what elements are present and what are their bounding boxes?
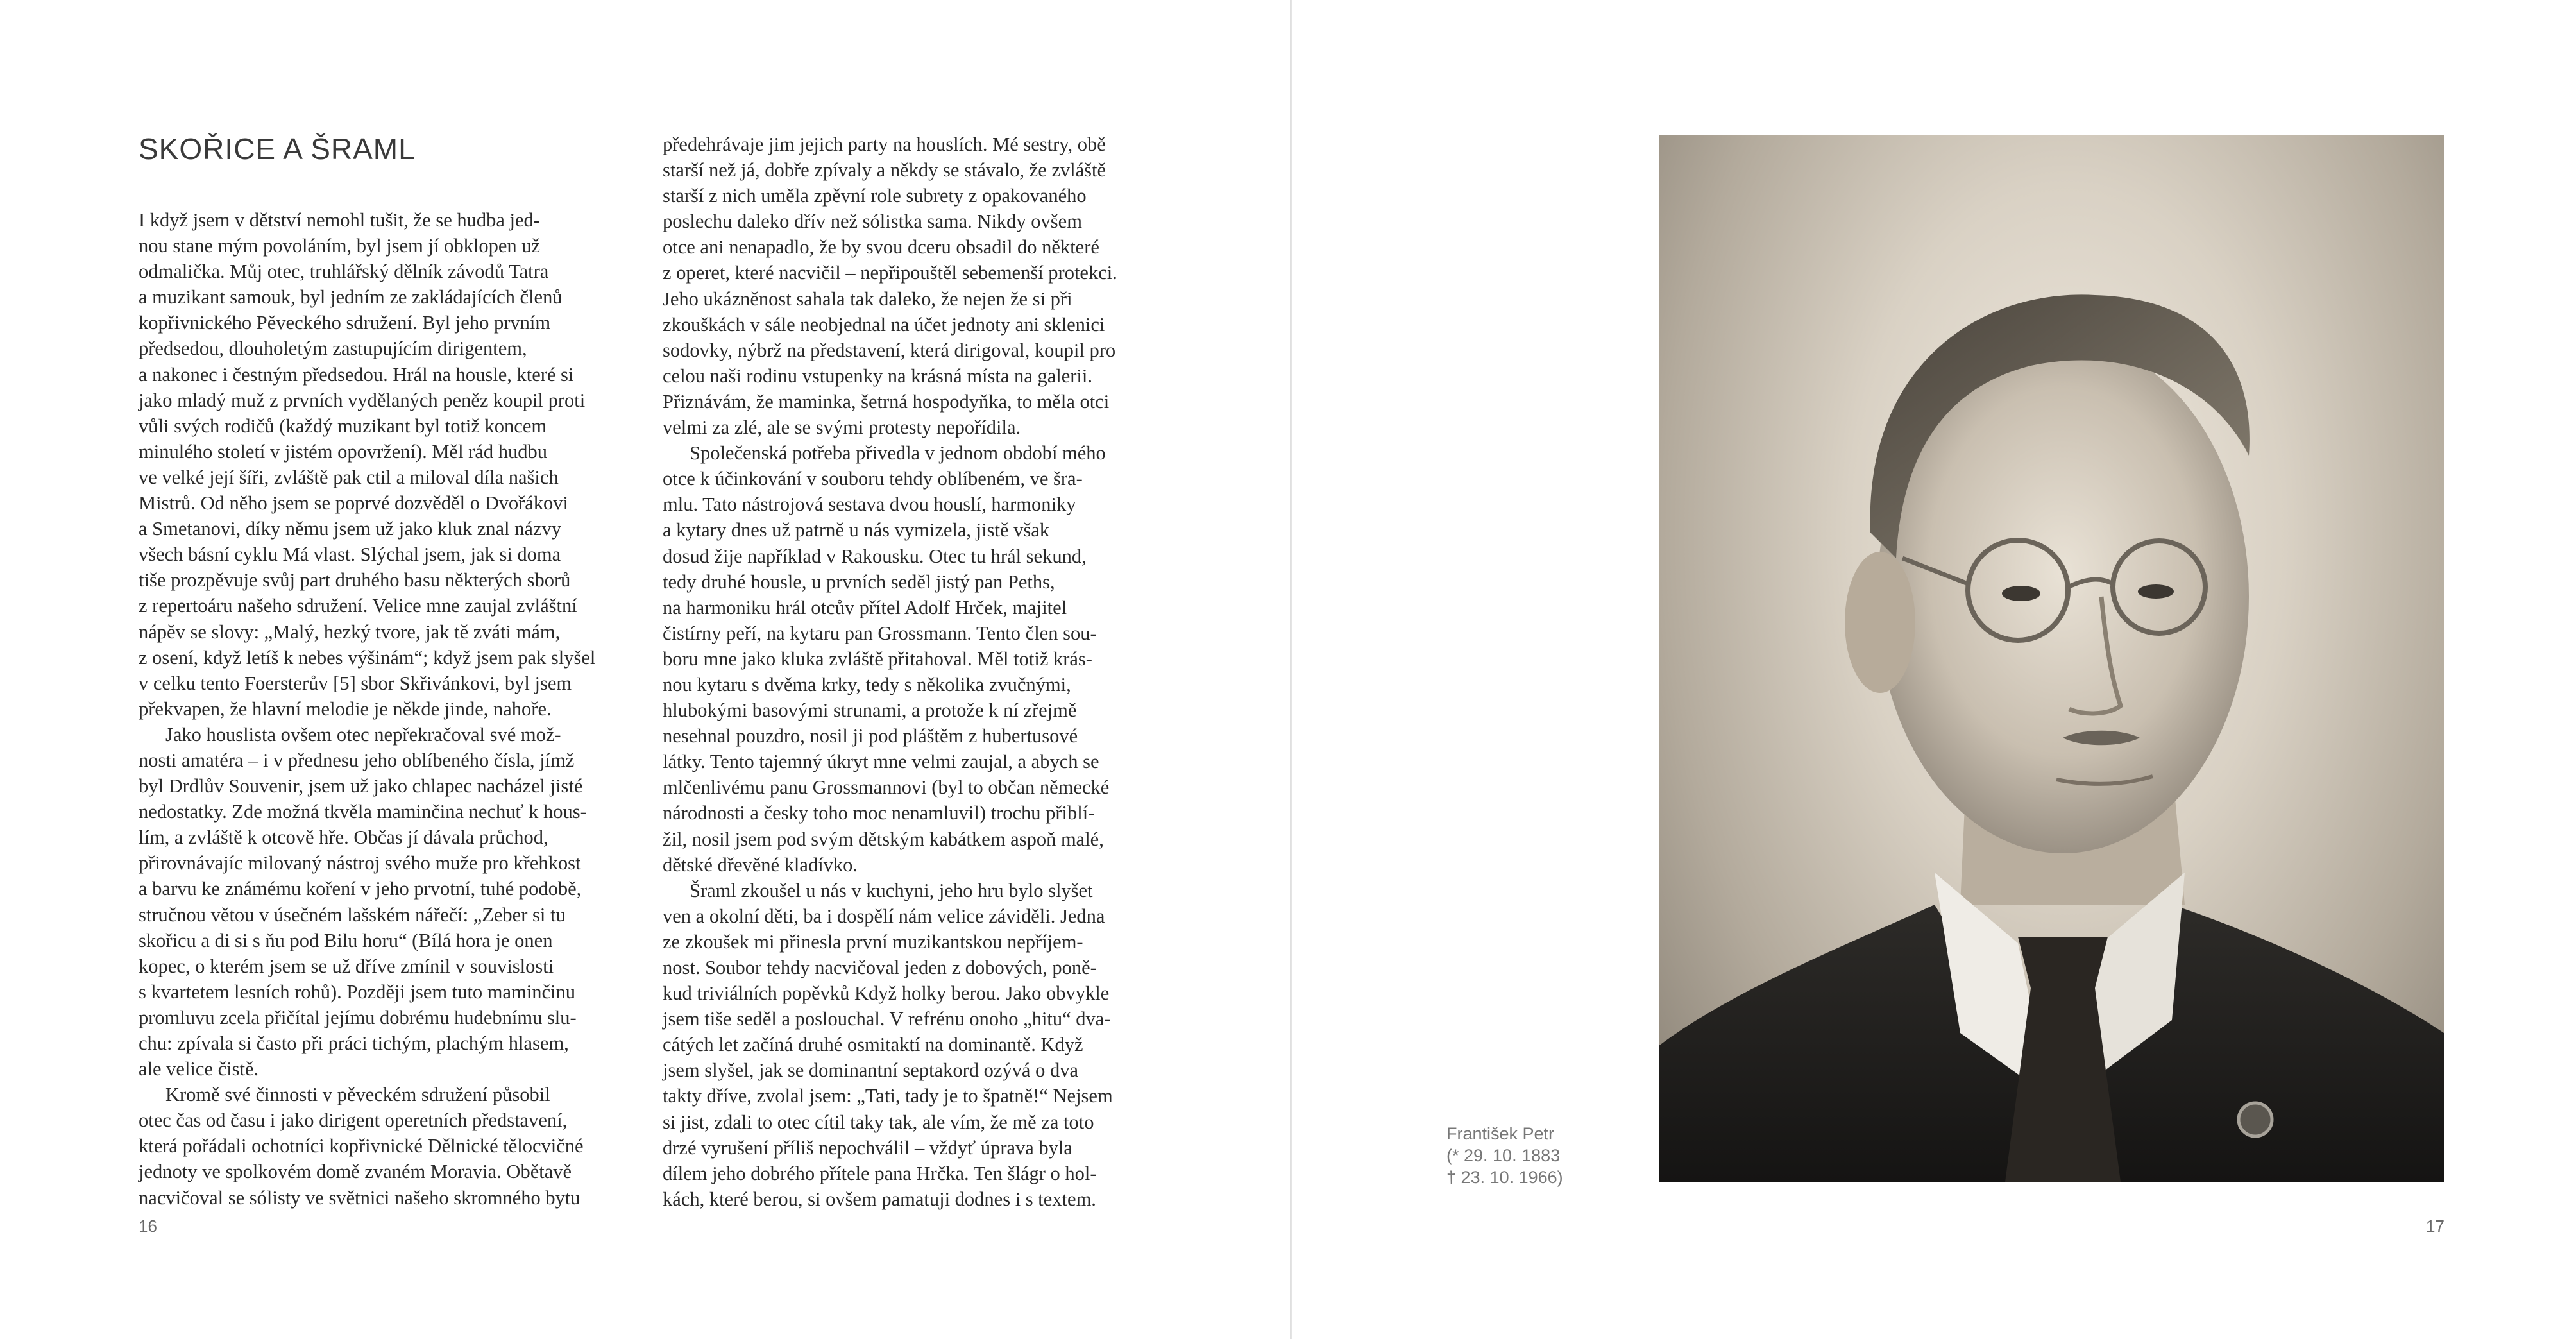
left_page-text-line: nosti amatéra – i v přednesu jeho oblíbeného čísla, jímž (139, 749, 575, 771)
middle_column-text-line: Společenská potřeba přivedla v jednom období mého (690, 442, 1106, 465)
left_page-text-line: a Smetanovi, díky němu jsem už jako kluk znal názvy (139, 518, 561, 540)
middle_column-text-line: cátých let začíná druhé osmitaktí na dominantě. Když (663, 1034, 1083, 1056)
left_page-text-line: I když jsem v dětství nemohl tušit, že se hudba jed- (139, 209, 540, 231)
middle_column-text-line: si jist, zdali to otec cítil taky tak, ale vím, že mě za toto (663, 1111, 1094, 1133)
left_page-text-line: předsedou, dlouholetým zastupujícím dirigentem, (139, 337, 527, 360)
page-number-left: 16 (139, 1216, 157, 1236)
middle_column-text-line: hlubokými basovými strunami, a protože k ní zřejmě (663, 699, 1077, 722)
left_page-text-line: kopřivnického Pěveckého sdružení. Byl jeho prvním (139, 312, 551, 334)
left_page-text-line: skořicu a di si s ňu pod Bilu horu“ (Bílá hora je onen (139, 929, 553, 951)
middle_column-text-line: ze zkoušek mi přinesla první muzikantskou nepříjem- (663, 930, 1083, 953)
middle_column-text-line: drzé vyrušení příliš nepochválil – vždyť úprava byla (663, 1136, 1072, 1159)
portrait-illustration (1659, 135, 2444, 1182)
left_page-text-line: minulého století v jistém opovržení). Měl rád hudbu (139, 440, 548, 463)
left_page-text-line: a barvu ke známému koření v jeho prvotní, tuhé podobě, (139, 878, 582, 900)
left_page-text-line: jako mladý muž z prvních vydělaných peněz koupil proti (139, 389, 586, 411)
middle_column-text-line: na harmoniku hrál otcův přítel Adolf Hrček, majitel (663, 596, 1067, 618)
left_page-text-line: a muzikant samouk, byl jedním ze zakládajících členů (139, 286, 563, 309)
left_page-text-line: byl Drdlův Souvenir, jsem už jako chlapec nacházel jisté (139, 775, 583, 797)
middle_column-text-line: žil, nosil jsem pod svým dětským kabátkem aspoň malé, (663, 828, 1104, 850)
caption-died: † 23. 10. 1966) (1446, 1168, 1563, 1187)
left_page-text-line: Jako houslista ovšem otec nepřekračoval své mož- (165, 723, 561, 746)
left_page-text-line: nedostatky. Zde možná tkvěla maminčina nechuť k hous- (139, 801, 587, 823)
left_page-text-line: promluvu zcela přičítal jejímu dobrému hudebnímu slu- (139, 1006, 577, 1028)
left_page-text-line: stručnou větou v úsečném lašském nářečí: „Zeber si tu (139, 903, 566, 926)
left_page-text-line: Mistrů. Od něho jsem se poprvé dozvěděl o Dvořákovi (139, 492, 569, 515)
left_page-text-line: chu: zpívala si často při práci tichým, plachým hlasem, (139, 1032, 569, 1054)
left_page-text-line: vůli svých rodičů (každý muzikant byl totiž koncem (139, 414, 547, 437)
middle_column-text-line: předehrávaje jim jejich party na houslích. Mé sestry, obě (663, 133, 1106, 155)
left-text-column (139, 207, 613, 1211)
middle-text-column (663, 132, 1139, 1212)
middle_column-text-line: otce ani nenapadlo, že by svou dceru obsadil do některé (663, 236, 1099, 259)
middle_column-text-line: národnosti a česky toho moc nenamluvil) trochu přiblí- (663, 802, 1095, 824)
middle_column-text-line: starší než já, dobře zpívaly a někdy se stávalo, že zvláště (663, 159, 1106, 182)
middle_column-text-line: takty dříve, zvolal jsem: „Tati, tady je to špatně!“ Nejsem (663, 1085, 1113, 1107)
left_page-text-line: z osení, když letíš k nebes výšinám“; když jsem pak slyšel (139, 646, 596, 669)
middle_column-text-line: poslechu daleko dřív než sólistka sama. Nikdy ovšem (663, 210, 1082, 233)
left_page-text-line: s kvartetem lesních rohů). Později jsem tuto maminčinu (139, 980, 576, 1003)
middle_column-text-line: čistírny peří, na kytaru pan Grossmann. Tento člen sou- (663, 622, 1097, 644)
left_page-text-line: která pořádali ochotníci kopřivnické Dělnické tělocvičné (139, 1135, 584, 1157)
middle_column-text-line: boru mne jako kluka zvláště přitahoval. Měl totiž krás- (663, 647, 1092, 670)
left_page-text-line: Kromě své činnosti v pěveckém sdružení působil (165, 1084, 550, 1106)
middle_column-text-line: tedy druhé housle, u prvních seděl jistý pan Peths, (663, 570, 1055, 593)
middle_column-text-line: Přiznávám, že maminka, šetrná hospodyňka, to měla otci (663, 390, 1110, 413)
middle_column-text-line: dosud žije například v Rakousku. Otec tu hrál sekund, (663, 545, 1087, 567)
left_page-text-line: v celku tento Foersterův [5] sbor Skřivánkovi, byl jsem (139, 672, 572, 694)
middle_column-text-line: látky. Tento tajemný úkryt mne velmi zaujal, a abych se (663, 751, 1099, 773)
middle_column-text-line: kud triviálních popěvků Když holky berou. Jako obvykle (663, 982, 1110, 1005)
middle_column-text-line: nou kytaru s dvěma krky, tedy s několika zvučnými, (663, 673, 1071, 695)
middle_column-text-line: velmi za zlé, ale se svými protesty nepořídila. (663, 416, 1021, 439)
middle_column-text-line: zkouškách v sále neobjednal na účet jednoty ani sklenici (663, 313, 1105, 336)
left_page-text-line: přirovnávajíc milovaný nástroj svého muže pro křehkost (139, 852, 581, 874)
left_page-text-line: všech básní cyklu Má vlast. Slýchal jsem, jak si doma (139, 543, 561, 566)
left_page-text-line: odmalička. Můj otec, truhlářský dělník závodů Tatra (139, 260, 549, 283)
middle_column-text-line: dílem jeho dobrého přítele pana Hrčka. Ten šlágr o hol- (663, 1162, 1097, 1184)
left_page-text-line: otec čas od času i jako dirigent operetních představení, (139, 1109, 568, 1132)
left_page-text-line: nacvičoval se sólisty ve světnici našeho skromného bytu (139, 1186, 580, 1209)
left_page-text-line: a nakonec i čestným předsedou. Hrál na housle, které si (139, 363, 574, 386)
left_page-text-line: nou stane mým povoláním, byl jsem jí obklopen už (139, 235, 541, 257)
middle_column-text-line: a kytary dnes už patrně u nás vymizela, jistě však (663, 519, 1050, 542)
middle_column-text-line: kách, které berou, si ovšem pamatuji dodnes i s textem. (663, 1188, 1096, 1210)
left_page-text-line: nápěv se slovy: „Malý, hezký tvore, jak tě zváti mám, (139, 620, 561, 643)
caption-name: František Petr (1446, 1124, 1555, 1143)
left_page-text-line: lím, a zvláště k otcově hře. Občas jí dávala průchod, (139, 826, 548, 849)
middle_column-text-line: mlčenlivému panu Grossmannovi (byl to občan německé (663, 776, 1110, 799)
middle_column-text-line: starší z nich uměla zpěvní role subrety z opakovaného (663, 185, 1087, 207)
page-gutter (1290, 0, 1292, 1339)
left_page-text-line: kopec, o kterém jsem se už dříve zmínil v souvislosti (139, 955, 554, 977)
left_page-text-line: jednoty ve spolkovém domě zvaném Moravia. Obětavě (139, 1161, 572, 1183)
chapter-title: SKOŘICE A ŠRAML (139, 132, 416, 166)
caption-born: (* 29. 10. 1883 (1446, 1146, 1561, 1165)
middle_column-text-line: z operet, které nacvičil – nepřipouštěl sebemenší protekci. (663, 262, 1117, 284)
middle_column-text-line: Jeho ukázněnost sahala tak daleko, že nejen že si při (663, 287, 1072, 310)
left_page-text-line: ve velké její šíři, zvláště pak ctil a miloval díla našich (139, 466, 559, 488)
left_page-text-line: tiše prozpěvuje svůj part druhého basu některých sborů (139, 569, 571, 592)
left_page-text-line: z repertoáru našeho sdružení. Velice mne zaujal zvláštní (139, 595, 577, 617)
middle_column-text-line: sodovky, nýbrž na představení, která dirigoval, koupil pro (663, 339, 1116, 361)
page-number-right: 17 (2426, 1216, 2445, 1236)
middle_column-text-line: ven a okolní děti, ba i dospělí nám velice záviděli. Jedna (663, 905, 1105, 927)
portrait-photo (1659, 135, 2444, 1182)
middle_column-text-line: dětské dřevěné kladívko. (663, 853, 858, 876)
middle_column-text-line: mlu. Tato nástrojová sestava dvou houslí, harmoniky (663, 493, 1076, 516)
middle_column-text-line: nesehnal pouzdro, nosil ji pod pláštěm z hubertusové (663, 725, 1078, 747)
middle_column-text-line: Šraml zkoušel u nás v kuchyni, jeho hru bylo slyšet (690, 879, 1093, 901)
middle_column-text-line: jsem slyšel, jak se dominantní septakord ozývá o dva (663, 1059, 1078, 1082)
left_page-text-line: ale velice čistě. (139, 1058, 259, 1080)
photo-caption (1446, 1123, 1563, 1188)
middle_column-text-line: nost. Soubor tehdy nacvičoval jeden z dobových, poně- (663, 957, 1097, 978)
left_page-text-line: překvapen, že hlavní melodie je někde jinde, nahoře. (139, 697, 552, 720)
middle_column-text-line: jsem tiše seděl a poslouchal. V refrénu onoho „hitu“ dva- (663, 1008, 1111, 1030)
middle_column-text-line: celou naši rodinu vstupenky na krásná místa na galerii. (663, 364, 1092, 387)
middle_column-text-line: otce k účinkování v souboru tehdy oblíbeném, ve šra- (663, 468, 1083, 490)
